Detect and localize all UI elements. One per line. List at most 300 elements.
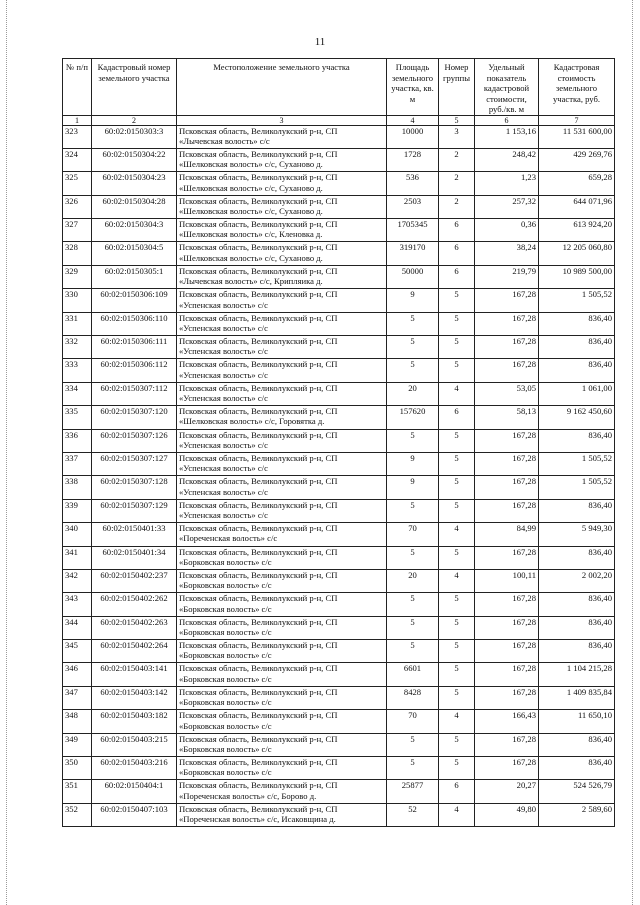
location-line-region: Псковская область, Великолукский р-н, СП: [179, 640, 338, 651]
column-number: 4: [387, 115, 439, 125]
location: [177, 265, 387, 288]
cadastral-value-table: [62, 58, 615, 827]
header-cadastral: Кадастровый номер земельного участка: [92, 59, 177, 116]
location-line-region: Псковская область, Великолукский р-н, СП: [179, 265, 338, 276]
area-value: 8428: [387, 686, 439, 709]
location-line-settlement: «Пореченская волость» с/с, Борово д.: [179, 790, 317, 801]
table-row: [63, 523, 615, 546]
location-line-region: Псковская область, Великолукский р-н, СП: [179, 336, 338, 347]
cadastral-cost: 836,40: [539, 733, 615, 756]
rate-value: 167,28: [475, 289, 539, 312]
group-number: 5: [439, 336, 475, 359]
row-number: 342: [63, 569, 92, 592]
cadastral-number: 60:02:0150404:1: [92, 780, 177, 803]
column-number: 3: [177, 115, 387, 125]
table-row: [63, 452, 615, 475]
cadastral-number: 60:02:0150307:112: [92, 382, 177, 405]
table-row: [63, 640, 615, 663]
column-number: 6: [475, 115, 539, 125]
table-row: [63, 616, 615, 639]
table-row: [63, 569, 615, 592]
location: [177, 803, 387, 826]
row-number: 352: [63, 803, 92, 826]
location: [177, 640, 387, 663]
rate-value: 84,99: [475, 523, 539, 546]
table-row: [63, 125, 615, 148]
location: [177, 569, 387, 592]
group-number: 5: [439, 686, 475, 709]
row-number: 329: [63, 265, 92, 288]
group-number: 5: [439, 593, 475, 616]
area-value: 5: [387, 546, 439, 569]
cadastral-cost: 644 071,96: [539, 195, 615, 218]
location-line-region: Псковская область, Великолукский р-н, СП: [179, 523, 338, 534]
cadastral-cost: 1 061,00: [539, 382, 615, 405]
cadastral-number: 60:02:0150402:262: [92, 593, 177, 616]
rate-value: 167,28: [475, 476, 539, 499]
cadastral-number: 60:02:0150403:182: [92, 710, 177, 733]
cadastral-cost: 10 989 500,00: [539, 265, 615, 288]
page-number: 11: [314, 36, 326, 48]
rate-value: 219,79: [475, 265, 539, 288]
header-rate: Удельный показатель кадастровой стоимости, руб./кв. м: [475, 59, 539, 116]
table-row: [63, 265, 615, 288]
location: [177, 593, 387, 616]
area-value: 70: [387, 710, 439, 733]
group-number: 5: [439, 359, 475, 382]
header-cost: Кадастровая стоимость земельного участка, руб.: [539, 59, 615, 116]
area-value: 52: [387, 803, 439, 826]
table-row: [63, 686, 615, 709]
location-line-settlement: «Успенская волость» с/с: [179, 393, 268, 404]
location-line-region: Псковская область, Великолукский р-н, СП: [179, 429, 338, 440]
cadastral-number: 60:02:0150304:3: [92, 219, 177, 242]
group-number: 4: [439, 569, 475, 592]
column-number-row: [63, 115, 615, 125]
location-line-settlement: «Успенская волость» с/с: [179, 346, 268, 357]
table-row: [63, 757, 615, 780]
cadastral-number: 60:02:0150307:126: [92, 429, 177, 452]
group-number: 5: [439, 616, 475, 639]
area-value: 5: [387, 757, 439, 780]
location-line-region: Псковская область, Великолукский р-н, СП: [179, 312, 338, 323]
location-line-region: Псковская область, Великолукский р-н, СП: [179, 569, 338, 580]
location-line-settlement: «Пореченская волость» с/с, Исаковщина д.: [179, 814, 336, 825]
group-number: 2: [439, 172, 475, 195]
location-line-settlement: «Шелковская волость» с/с, Суханово д.: [179, 205, 323, 216]
location-line-region: Псковская область, Великолукский р-н, СП: [179, 499, 338, 510]
location-line-settlement: «Борковская волость» с/с: [179, 767, 272, 778]
row-number: 333: [63, 359, 92, 382]
rate-value: 167,28: [475, 499, 539, 522]
location: [177, 242, 387, 265]
location: [177, 219, 387, 242]
area-value: 9: [387, 452, 439, 475]
location: [177, 546, 387, 569]
location-line-region: Псковская область, Великолукский р-н, СП: [179, 359, 338, 370]
group-number: 4: [439, 710, 475, 733]
group-number: 2: [439, 148, 475, 171]
row-number: 332: [63, 336, 92, 359]
table-row: [63, 429, 615, 452]
cadastral-number: 60:02:0150403:141: [92, 663, 177, 686]
table-row: [63, 663, 615, 686]
area-value: 5: [387, 733, 439, 756]
row-number: 340: [63, 523, 92, 546]
cadastral-cost: 429 269,76: [539, 148, 615, 171]
cadastral-number: 60:02:0150306:110: [92, 312, 177, 335]
area-value: 70: [387, 523, 439, 546]
location-line-settlement: «Борковская волость» с/с: [179, 743, 272, 754]
cadastral-number: 60:02:0150402:263: [92, 616, 177, 639]
location-line-region: Псковская область, Великолукский р-н, СП: [179, 406, 338, 417]
location-line-settlement: «Борковская волость» с/с: [179, 673, 272, 684]
cadastral-cost: 1 409 835,84: [539, 686, 615, 709]
cadastral-number: 60:02:0150403:216: [92, 757, 177, 780]
column-number: 7: [539, 115, 615, 125]
location-line-settlement: «Борковская волость» с/с: [179, 697, 272, 708]
column-number: 2: [92, 115, 177, 125]
location: [177, 780, 387, 803]
cadastral-cost: 836,40: [539, 336, 615, 359]
location-line-settlement: «Шелковская волость» с/с, Суханово д.: [179, 252, 323, 263]
cadastral-number: 60:02:0150306:109: [92, 289, 177, 312]
row-number: 345: [63, 640, 92, 663]
location-line-settlement: «Шелковская волость» с/с, Суханово д.: [179, 159, 323, 170]
group-number: 6: [439, 219, 475, 242]
location-line-region: Псковская область, Великолукский р-н, СП: [179, 125, 338, 136]
location-line-region: Псковская область, Великолукский р-н, СП: [179, 616, 338, 627]
row-number: 339: [63, 499, 92, 522]
location: [177, 523, 387, 546]
location: [177, 499, 387, 522]
rate-value: 167,28: [475, 452, 539, 475]
row-number: 350: [63, 757, 92, 780]
location-line-settlement: «Успенская волость» с/с: [179, 299, 268, 310]
table-row: [63, 499, 615, 522]
area-value: 5: [387, 499, 439, 522]
location-line-region: Псковская область, Великолукский р-н, СП: [179, 710, 338, 721]
area-value: 10000: [387, 125, 439, 148]
location: [177, 710, 387, 733]
table-row: [63, 172, 615, 195]
cadastral-number: 60:02:0150402:237: [92, 569, 177, 592]
location-line-region: Псковская область, Великолукский р-н, СП: [179, 172, 338, 183]
rate-value: 167,28: [475, 733, 539, 756]
location-line-region: Псковская область, Великолукский р-н, СП: [179, 780, 338, 791]
location-line-region: Псковская область, Великолукский р-н, СП: [179, 546, 338, 557]
location-line-region: Псковская область, Великолукский р-н, СП: [179, 289, 338, 300]
cadastral-number: 60:02:0150304:22: [92, 148, 177, 171]
rate-value: 248,42: [475, 148, 539, 171]
location: [177, 429, 387, 452]
rate-value: 167,28: [475, 312, 539, 335]
location-line-settlement: «Лычевская волость» с/с, Крипляика д.: [179, 276, 323, 287]
cadastral-cost: 2 589,60: [539, 803, 615, 826]
cadastral-cost: 5 949,30: [539, 523, 615, 546]
location-line-region: Псковская область, Великолукский р-н, СП: [179, 219, 338, 230]
row-number: 338: [63, 476, 92, 499]
location-line-settlement: «Успенская волость» с/с: [179, 439, 268, 450]
group-number: 5: [439, 640, 475, 663]
row-number: 348: [63, 710, 92, 733]
header-row: [63, 59, 615, 116]
location-line-settlement: «Успенская волость» с/с: [179, 463, 268, 474]
column-number: 5: [439, 115, 475, 125]
group-number: 5: [439, 312, 475, 335]
location-line-settlement: «Успенская волость» с/с: [179, 369, 268, 380]
rate-value: 167,28: [475, 429, 539, 452]
area-value: 50000: [387, 265, 439, 288]
cadastral-number: 60:02:0150307:129: [92, 499, 177, 522]
header-num: № п/п: [63, 59, 92, 116]
area-value: 5: [387, 593, 439, 616]
cadastral-cost: 11 531 600,00: [539, 125, 615, 148]
rate-value: 167,28: [475, 336, 539, 359]
row-number: 325: [63, 172, 92, 195]
group-number: 2: [439, 195, 475, 218]
row-number: 351: [63, 780, 92, 803]
cadastral-number: 60:02:0150303:3: [92, 125, 177, 148]
cadastral-number: 60:02:0150306:112: [92, 359, 177, 382]
cadastral-number: 60:02:0150304:28: [92, 195, 177, 218]
rate-value: 166,43: [475, 710, 539, 733]
row-number: 327: [63, 219, 92, 242]
location-line-region: Псковская область, Великолукский р-н, СП: [179, 242, 338, 253]
cadastral-cost: 1 505,52: [539, 476, 615, 499]
area-value: 20: [387, 569, 439, 592]
row-number: 347: [63, 686, 92, 709]
group-number: 6: [439, 406, 475, 429]
cadastral-number: 60:02:0150305:1: [92, 265, 177, 288]
row-number: 336: [63, 429, 92, 452]
rate-value: 1 153,16: [475, 125, 539, 148]
group-number: 4: [439, 382, 475, 405]
location-line-region: Псковская область, Великолукский р-н, СП: [179, 148, 338, 159]
group-number: 5: [439, 663, 475, 686]
group-number: 6: [439, 265, 475, 288]
location-line-settlement: «Борковская волость» с/с: [179, 580, 272, 591]
group-number: 6: [439, 780, 475, 803]
column-number: 1: [63, 115, 92, 125]
table-row: [63, 359, 615, 382]
cadastral-cost: 836,40: [539, 429, 615, 452]
area-value: 1728: [387, 148, 439, 171]
rate-value: 167,28: [475, 686, 539, 709]
rate-value: 167,28: [475, 546, 539, 569]
table-row: [63, 803, 615, 826]
rate-value: 53,05: [475, 382, 539, 405]
location: [177, 757, 387, 780]
location-line-settlement: «Успенская волость» с/с: [179, 486, 268, 497]
cadastral-number: 60:02:0150304:5: [92, 242, 177, 265]
rate-value: 167,28: [475, 359, 539, 382]
location: [177, 452, 387, 475]
location-line-region: Псковская область, Великолукский р-н, СП: [179, 733, 338, 744]
cadastral-cost: 1 104 215,28: [539, 663, 615, 686]
location-line-region: Псковская область, Великолукский р-н, СП: [179, 452, 338, 463]
location-line-region: Псковская область, Великолукский р-н, СП: [179, 382, 338, 393]
cadastral-cost: 836,40: [539, 593, 615, 616]
area-value: 5: [387, 429, 439, 452]
location-line-settlement: «Борковская волость» с/с: [179, 556, 272, 567]
cadastral-cost: 1 505,52: [539, 452, 615, 475]
area-value: 536: [387, 172, 439, 195]
location-line-settlement: «Успенская волость» с/с: [179, 510, 268, 521]
rate-value: 167,28: [475, 757, 539, 780]
table-row: [63, 546, 615, 569]
row-number: 343: [63, 593, 92, 616]
location-line-settlement: «Борковская волость» с/с: [179, 627, 272, 637]
table-row: [63, 336, 615, 359]
row-number: 324: [63, 148, 92, 171]
location-line-region: Псковская область, Великолукский р-н, СП: [179, 803, 338, 814]
location: [177, 148, 387, 171]
location-line-settlement: «Борковская волость» с/с: [179, 650, 272, 661]
location-line-settlement: «Шелковская волость» с/с, Горовятка д.: [179, 416, 325, 427]
rate-value: 100,11: [475, 569, 539, 592]
table-row: [63, 195, 615, 218]
table-row: [63, 710, 615, 733]
group-number: 5: [439, 757, 475, 780]
table-row: [63, 593, 615, 616]
group-number: 5: [439, 452, 475, 475]
table-row: [63, 312, 615, 335]
row-number: 330: [63, 289, 92, 312]
cadastral-cost: 836,40: [539, 359, 615, 382]
table-row: [63, 219, 615, 242]
cadastral-cost: 836,40: [539, 640, 615, 663]
area-value: 6601: [387, 663, 439, 686]
cadastral-number: 60:02:0150304:23: [92, 172, 177, 195]
cadastral-cost: 524 526,79: [539, 780, 615, 803]
location-line-settlement: «Пореченская волость» с/с: [179, 533, 278, 544]
location-line-settlement: «Лычевская волость» с/с: [179, 135, 270, 146]
location: [177, 663, 387, 686]
area-value: 20: [387, 382, 439, 405]
area-value: 2503: [387, 195, 439, 218]
cadastral-number: 60:02:0150401:33: [92, 523, 177, 546]
table-body: [63, 125, 615, 827]
rate-value: 49,80: [475, 803, 539, 826]
group-number: 5: [439, 546, 475, 569]
area-value: 319170: [387, 242, 439, 265]
cadastral-cost: 659,28: [539, 172, 615, 195]
location-line-settlement: «Успенская волость» с/с: [179, 322, 268, 333]
cadastral-cost: 1 505,52: [539, 289, 615, 312]
table-row: [63, 406, 615, 429]
rate-value: 167,28: [475, 663, 539, 686]
table-row: [63, 733, 615, 756]
group-number: 4: [439, 523, 475, 546]
table-row: [63, 476, 615, 499]
rate-value: 0,36: [475, 219, 539, 242]
location: [177, 172, 387, 195]
scan-edge-left: [6, 0, 8, 905]
group-number: 5: [439, 289, 475, 312]
cadastral-number: 60:02:0150403:215: [92, 733, 177, 756]
location-line-region: Псковская область, Великолукский р-н, СП: [179, 195, 338, 206]
location: [177, 733, 387, 756]
rate-value: 1,23: [475, 172, 539, 195]
area-value: 5: [387, 312, 439, 335]
header-area: Площадь земельного участка, кв. м: [387, 59, 439, 116]
row-number: 335: [63, 406, 92, 429]
cadastral-number: 60:02:0150306:111: [92, 336, 177, 359]
group-number: 5: [439, 476, 475, 499]
location-line-region: Псковская область, Великолукский р-н, СП: [179, 663, 338, 674]
row-number: 346: [63, 663, 92, 686]
table-row: [63, 148, 615, 171]
location-line-region: Псковская область, Великолукский р-н, СП: [179, 476, 338, 487]
cadastral-cost: 2 002,20: [539, 569, 615, 592]
cadastral-cost: 12 205 060,80: [539, 242, 615, 265]
scan-edge-right: [632, 0, 634, 905]
location: [177, 476, 387, 499]
header-group: Номер группы: [439, 59, 475, 116]
location: [177, 195, 387, 218]
area-value: 5: [387, 616, 439, 639]
rate-value: 58,13: [475, 406, 539, 429]
location-line-region: Псковская область, Великолукский р-н, СП: [179, 757, 338, 768]
rate-value: 257,32: [475, 195, 539, 218]
row-number: 326: [63, 195, 92, 218]
cadastral-number: 60:02:0150307:120: [92, 406, 177, 429]
row-number: 334: [63, 382, 92, 405]
cadastral-number: 60:02:0150307:127: [92, 452, 177, 475]
area-value: 1705345: [387, 219, 439, 242]
area-value: 9: [387, 476, 439, 499]
cadastral-number: 60:02:0150407:103: [92, 803, 177, 826]
location: [177, 382, 387, 405]
cadastral-cost: 836,40: [539, 499, 615, 522]
cadastral-number: 60:02:0150307:128: [92, 476, 177, 499]
rate-value: 167,28: [475, 640, 539, 663]
location-line-region: Псковская область, Великолукский р-н, СП: [179, 686, 338, 697]
rate-value: 167,28: [475, 616, 539, 639]
location: [177, 312, 387, 335]
row-number: 337: [63, 452, 92, 475]
group-number: 3: [439, 125, 475, 148]
row-number: 323: [63, 125, 92, 148]
area-value: 5: [387, 640, 439, 663]
table-row: [63, 242, 615, 265]
row-number: 344: [63, 616, 92, 639]
area-value: 9: [387, 289, 439, 312]
group-number: 5: [439, 499, 475, 522]
row-number: 331: [63, 312, 92, 335]
row-number: 341: [63, 546, 92, 569]
group-number: 4: [439, 803, 475, 826]
cadastral-cost: 9 162 450,60: [539, 406, 615, 429]
cadastral-cost: 836,40: [539, 312, 615, 335]
location-line-settlement: «Шелковская волость» с/с, Суханово д.: [179, 182, 323, 193]
table-row: [63, 780, 615, 803]
area-value: 25877: [387, 780, 439, 803]
header-location: Местоположение земельного участка: [177, 59, 387, 116]
row-number: 349: [63, 733, 92, 756]
cadastral-cost: 836,40: [539, 757, 615, 780]
location: [177, 289, 387, 312]
location: [177, 359, 387, 382]
location: [177, 125, 387, 148]
cadastral-number: 60:02:0150401:34: [92, 546, 177, 569]
cadastral-cost: 11 650,10: [539, 710, 615, 733]
cadastral-cost: 836,40: [539, 546, 615, 569]
cadastral-number: 60:02:0150402:264: [92, 640, 177, 663]
location-line-settlement: «Борковская волость» с/с: [179, 603, 272, 614]
location: [177, 616, 387, 639]
